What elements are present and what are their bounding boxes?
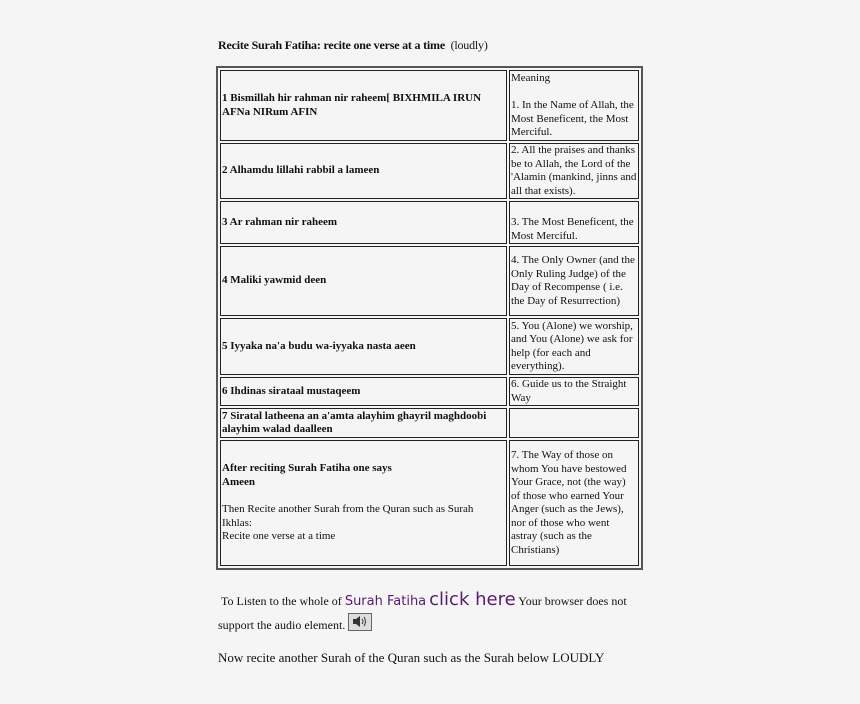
one-verse-text: Recite one verse at a time xyxy=(222,530,336,543)
listen-paragraph xyxy=(218,588,638,637)
surah-fatiha-link[interactable]: Surah Fatiha xyxy=(344,594,427,609)
listen-prefix: To Listen to the whole of xyxy=(221,594,342,608)
table-row xyxy=(220,377,639,406)
meaning-cell: 5. You (Alone) we worship, and You (Alone) we ask for help (for each and everything). xyxy=(509,318,639,375)
after-fatiha-line: After reciting Surah Fatiha one says xyxy=(222,462,392,475)
table-row xyxy=(220,408,639,438)
meaning-text: 1. In the Name of Allah, the Most Beneficent, the Most Merciful. xyxy=(511,99,634,138)
page-title xyxy=(218,38,488,53)
ameen-label: Ameen xyxy=(222,475,255,488)
table-row xyxy=(220,246,639,316)
verse-cell: 6 Ihdinas sirataal mustaqeem xyxy=(220,377,507,406)
table-row xyxy=(220,318,639,375)
verse-cell: 7 Siratal latheena an a'amta alayhim ghayril maghdoobi alayhim walad daalleen xyxy=(220,408,507,438)
then-recite-text: Then Recite another Surah from the Quran such as Surah Ikhlas: xyxy=(222,503,474,529)
meaning-cell: 4. The Only Owner (and the Only Ruling Judge) of the Day of Recompense ( i.e. the Day of Resurrection) xyxy=(509,246,639,316)
meaning-cell xyxy=(509,408,639,438)
page-title-text: Recite Surah Fatiha: recite one verse at a time xyxy=(218,38,445,52)
verse-cell: 1 Bismillah hir rahman nir raheem[ BIXHMILA IRUN AFNa NIRum AFIN xyxy=(220,70,507,141)
meaning-cell xyxy=(509,70,639,141)
after-fatiha-cell xyxy=(220,440,507,566)
table-row xyxy=(220,440,639,566)
speaker-icon[interactable] xyxy=(348,613,372,631)
meaning-cell: 6. Guide us to the Straight Way xyxy=(509,377,639,406)
audio-unsupported-text: Your browser does not support the audio element. xyxy=(218,594,627,632)
verse-cell: 3 Ar rahman nir raheem xyxy=(220,201,507,244)
meaning-cell: 3. The Most Beneficent, the Most Merciful. xyxy=(509,201,639,244)
table-row xyxy=(220,70,639,141)
table-row xyxy=(220,201,639,244)
meaning-cell: 7. The Way of those on whom You have bestowed Your Grace, not (the way) of those who earned Your Anger (such as the Jews), nor of those who went astray (such as the Christians) xyxy=(509,440,639,566)
verse-cell: 5 Iyyaka na'a budu wa-iyyaka nasta aeen xyxy=(220,318,507,375)
surah-table xyxy=(216,66,643,570)
click-here-link[interactable]: click here xyxy=(429,589,516,610)
meaning-cell: 2. All the praises and thanks be to Allah, the Lord of the 'Alamin (mankind, jinns and all that exists). xyxy=(509,143,639,199)
meaning-header: Meaning xyxy=(511,71,551,84)
page-title-suffix: (loudly) xyxy=(450,38,488,52)
recite-instruction: Now recite another Surah of the Quran such as the Surah below LOUDLY xyxy=(218,650,605,665)
verse-cell: 4 Maliki yawmid deen xyxy=(220,246,507,316)
table-row xyxy=(220,143,639,199)
verse-cell: 2 Alhamdu lillahi rabbil a lameen xyxy=(220,143,507,199)
